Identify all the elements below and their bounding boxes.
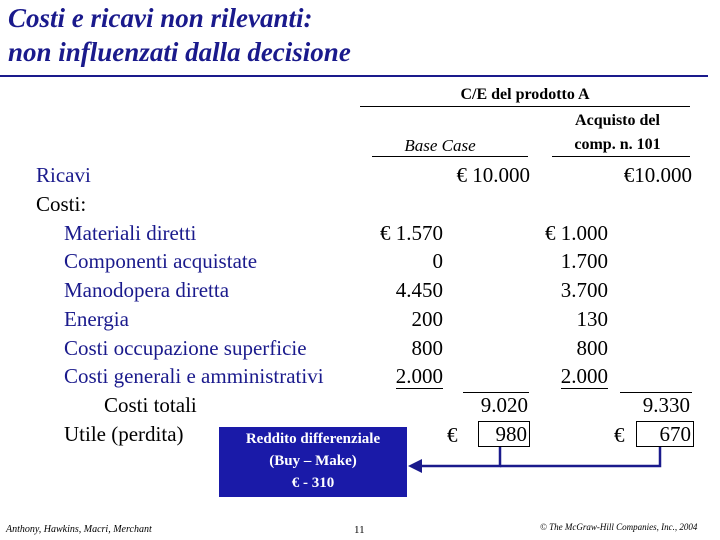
costs-label: Costi: <box>36 192 87 216</box>
arrow-head <box>408 459 422 473</box>
footer-copyright: © The McGraw-Hill Companies, Inc., 2004 <box>540 522 698 532</box>
cost-row-buy: 800 <box>576 336 608 360</box>
cost-row-buy: 1.700 <box>560 249 608 273</box>
total-costs-base: 9.020 <box>480 393 528 417</box>
cost-row-base: 200 <box>411 307 443 331</box>
slide-title-line2: non influenzati dalla decisione <box>8 37 351 67</box>
cost-row-base: 0 <box>432 249 443 273</box>
differential-title: Reddito differenziale <box>245 431 381 447</box>
differential-formula: (Buy – Make) <box>269 453 357 469</box>
slide-title-line1: Costi e ricavi non rilevanti: <box>8 3 313 33</box>
cost-row-buy: 2.000 <box>560 364 608 388</box>
arrow-from-base <box>420 447 500 466</box>
group-header: C/E del prodotto A <box>460 86 590 103</box>
cost-row-base: € 1.570 <box>380 221 443 245</box>
revenue-buy: €10.000 <box>623 163 692 187</box>
profit-buy: 670 <box>636 421 694 447</box>
cost-row-label: Componenti acquistate <box>64 249 258 273</box>
col-header-base: Base Case <box>404 136 476 155</box>
cost-row-label: Costi occupazione superficie <box>64 336 307 360</box>
revenue-base: € 10.000 <box>456 163 530 187</box>
cost-row-buy: 3.700 <box>560 278 608 302</box>
cost-row-base: 4.450 <box>395 278 443 302</box>
cost-row-buy: 130 <box>576 307 608 331</box>
cost-row-base: 2.000 <box>395 364 443 388</box>
cost-row-base: 800 <box>411 336 443 360</box>
profit-buy-currency: € <box>614 423 625 447</box>
cost-row-buy: € 1.000 <box>545 221 608 245</box>
footer-authors: Anthony, Hawkins, Macri, Merchant <box>6 524 152 535</box>
profit-base-currency: € <box>447 423 458 447</box>
differential-value: € - 310 <box>291 475 335 491</box>
profit-label: Utile (perdita) <box>64 422 184 446</box>
arrow-from-buy <box>500 447 660 466</box>
total-costs-buy: 9.330 <box>642 393 690 417</box>
cost-row-label: Materiali diretti <box>64 221 197 245</box>
cost-row-label: Energia <box>64 307 129 331</box>
cost-row-label: Costi generali e amministrativi <box>64 364 324 388</box>
footer-page-number: 11 <box>354 524 365 536</box>
total-costs-label: Costi totali <box>104 393 197 417</box>
revenue-label: Ricavi <box>36 163 91 187</box>
cost-row-label: Manodopera diretta <box>64 278 230 302</box>
col-header-buy-line2: comp. n. 101 <box>574 136 661 153</box>
col-header-buy-line1: Acquisto del <box>575 112 660 129</box>
profit-base: 980 <box>478 421 530 447</box>
